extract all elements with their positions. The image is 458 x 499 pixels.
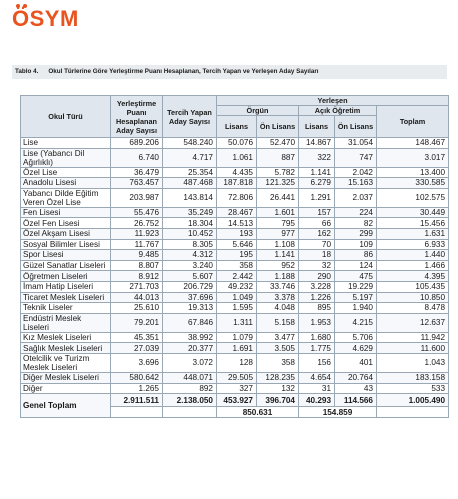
cell-o-l: 1.049 [217,292,257,303]
table-title: Okul Türlerine Göre Yerleştirme Puanı Hesaplanan, Tercih Yapan ve Yerleşen Aday Sayıları [48,68,319,75]
cell-a-l: 1.226 [299,292,335,303]
row-school-type: Yabancı Dilde Eğitim Veren Özel Lise [21,188,111,207]
table-row [21,167,449,178]
cell-a-ol: 2.042 [335,167,377,178]
logo-text: ÖSYM [12,6,79,31]
cell-total: 11.942 [377,332,449,343]
cell-pref: 4.312 [163,250,217,261]
cell-a-ol: 86 [335,250,377,261]
cell-a-l: 31 [299,383,335,394]
table-row [21,228,449,239]
blank-cell [377,407,449,418]
cell-o-ol: 128.235 [257,372,299,383]
cell-calc: 203.987 [111,188,163,207]
cell-pref: 143.814 [163,188,217,207]
table-row [21,260,449,271]
cell-o-ol: 52.470 [257,138,299,149]
cell-pref: 206.729 [163,281,217,292]
cell-a-ol: 5.197 [335,292,377,303]
cell-total: 30.449 [377,207,449,218]
cell-total: 4.395 [377,271,449,282]
cell-total: 11.600 [377,343,449,354]
table-row [21,292,449,303]
total-pref: 2.138.050 [163,394,217,407]
placement-table [20,95,449,418]
row-school-type: Teknik Liseler [21,303,111,314]
cell-calc: 36.479 [111,167,163,178]
cell-a-ol: 4.215 [335,313,377,332]
header-open: Açık Öğretim [299,106,377,116]
header-total: Toplam [377,106,449,138]
cell-o-ol: 132 [257,383,299,394]
cell-o-ol: 33.746 [257,281,299,292]
table-row [21,343,449,354]
table-row [21,138,449,149]
cell-a-l: 156 [299,353,335,372]
table-row [21,332,449,343]
cell-calc: 9.485 [111,250,163,261]
cell-a-l: 18 [299,250,335,261]
cell-total: 12.637 [377,313,449,332]
table-row [21,250,449,261]
cell-o-l: 5.646 [217,239,257,250]
cell-a-ol: 1.940 [335,303,377,314]
cell-a-l: 4.654 [299,372,335,383]
cell-a-ol: 20.764 [335,372,377,383]
cell-o-l: 1.595 [217,303,257,314]
row-school-type: Ticaret Meslek Liseleri [21,292,111,303]
header-formal-onlisans: Ön Lisans [257,116,299,138]
cell-total: 102.575 [377,188,449,207]
cell-a-l: 6.279 [299,178,335,189]
cell-a-ol: 401 [335,353,377,372]
cell-o-ol: 1.601 [257,207,299,218]
cell-o-l: 14.513 [217,218,257,229]
cell-total: 533 [377,383,449,394]
cell-pref: 448.071 [163,372,217,383]
cell-o-ol: 5.782 [257,167,299,178]
cell-calc: 271.703 [111,281,163,292]
cell-total: 3.017 [377,148,449,167]
cell-a-l: 895 [299,303,335,314]
cell-o-ol: 3.505 [257,343,299,354]
cell-a-ol: 5.706 [335,332,377,343]
header-open-lisans: Lisans [299,116,335,138]
row-school-type: Diğer Meslek Liseleri [21,372,111,383]
row-school-type: Lise [21,138,111,149]
cell-calc: 26.752 [111,218,163,229]
table-row [21,303,449,314]
cell-pref: 18.304 [163,218,217,229]
cell-a-ol: 475 [335,271,377,282]
cell-calc: 79.201 [111,313,163,332]
osym-logo [12,6,122,32]
total-a-ol: 114.566 [335,394,377,407]
cell-o-ol: 1.188 [257,271,299,282]
table-row [21,239,449,250]
cell-calc: 6.740 [111,148,163,167]
row-school-type: Güzel Sanatlar Liseleri [21,260,111,271]
row-school-type: Otelcilik ve Turizm Meslek Liseleri [21,353,111,372]
table-row [21,372,449,383]
cell-pref: 8.305 [163,239,217,250]
cell-total: 105.435 [377,281,449,292]
row-school-type: Endüstri Meslek Liseleri [21,313,111,332]
cell-total: 15.456 [377,218,449,229]
cell-o-l: 1.061 [217,148,257,167]
row-school-type: Özel Lise [21,167,111,178]
blank-cell [111,407,163,418]
table-row [21,353,449,372]
cell-pref: 487.468 [163,178,217,189]
cell-pref: 892 [163,383,217,394]
cell-calc: 55.476 [111,207,163,218]
header-school-type: Okul Türü [21,96,111,138]
row-school-type: Anadolu Lisesi [21,178,111,189]
total-row [21,394,449,407]
cell-o-ol: 5.158 [257,313,299,332]
table-row [21,313,449,332]
cell-o-l: 50.076 [217,138,257,149]
cell-o-ol: 977 [257,228,299,239]
header-calc: Yerleştirme Puanı Hesaplanan Aday Sayısı [111,96,163,138]
cell-a-ol: 82 [335,218,377,229]
cell-total: 1.466 [377,260,449,271]
total-total: 1.005.490 [377,394,449,407]
cell-a-l: 1.953 [299,313,335,332]
cell-a-ol: 31.054 [335,138,377,149]
blank-cell [163,407,217,418]
cell-o-ol: 121.325 [257,178,299,189]
cell-total: 1.440 [377,250,449,261]
cell-calc: 44.013 [111,292,163,303]
cell-calc: 580.642 [111,372,163,383]
total-o-l: 453.927 [217,394,257,407]
cell-o-ol: 4.048 [257,303,299,314]
cell-calc: 45.351 [111,332,163,343]
cell-a-l: 1.775 [299,343,335,354]
cell-o-l: 1.311 [217,313,257,332]
table-row [21,281,449,292]
table-row [21,271,449,282]
cell-calc: 689.206 [111,138,163,149]
cell-a-ol: 109 [335,239,377,250]
row-school-type: Öğretmen Liseleri [21,271,111,282]
cell-a-ol: 2.037 [335,188,377,207]
header-placed: Yerleşen [217,96,449,106]
table-number: Tablo 4. [15,68,39,75]
row-school-type: Sağlık Meslek Liseleri [21,343,111,354]
cell-a-l: 322 [299,148,335,167]
table-row [21,207,449,218]
table-row [21,188,449,207]
header-open-onlisans: Ön Lisans [335,116,377,138]
cell-o-l: 327 [217,383,257,394]
cell-a-l: 3.228 [299,281,335,292]
cell-o-l: 187.818 [217,178,257,189]
cell-pref: 35.249 [163,207,217,218]
cell-a-l: 290 [299,271,335,282]
cell-pref: 25.354 [163,167,217,178]
cell-total: 8.478 [377,303,449,314]
row-school-type: Diğer [21,383,111,394]
table-row [21,218,449,229]
cell-calc: 763.457 [111,178,163,189]
cell-o-ol: 358 [257,353,299,372]
cell-o-ol: 952 [257,260,299,271]
cell-a-ol: 19.229 [335,281,377,292]
cell-pref: 10.452 [163,228,217,239]
row-school-type: Fen Lisesi [21,207,111,218]
cell-o-ol: 3.477 [257,332,299,343]
cell-a-l: 14.867 [299,138,335,149]
cell-calc: 25.610 [111,303,163,314]
cell-a-ol: 43 [335,383,377,394]
row-school-type: Sosyal Bilimler Lisesi [21,239,111,250]
header-pref: Tercih Yapan Aday Sayısı [163,96,217,138]
cell-a-ol: 224 [335,207,377,218]
cell-total: 1.043 [377,353,449,372]
cell-o-l: 4.435 [217,167,257,178]
table-row [21,178,449,189]
cell-pref: 5.607 [163,271,217,282]
cell-total: 1.631 [377,228,449,239]
cell-calc: 11.767 [111,239,163,250]
row-school-type: Kız Meslek Liseleri [21,332,111,343]
cell-o-ol: 795 [257,218,299,229]
cell-o-l: 128 [217,353,257,372]
cell-pref: 3.072 [163,353,217,372]
cell-total: 13.400 [377,167,449,178]
cell-total: 183.158 [377,372,449,383]
cell-o-l: 28.467 [217,207,257,218]
cell-pref: 4.717 [163,148,217,167]
cell-o-l: 29.505 [217,372,257,383]
cell-o-l: 1.079 [217,332,257,343]
cell-calc: 8.912 [111,271,163,282]
cell-a-ol: 747 [335,148,377,167]
cell-a-l: 70 [299,239,335,250]
total-a-l: 40.293 [299,394,335,407]
row-school-type: Lise (Yabancı Dil Ağırlıklı) [21,148,111,167]
cell-total: 6.933 [377,239,449,250]
cell-a-ol: 4.629 [335,343,377,354]
cell-pref: 38.992 [163,332,217,343]
cell-calc: 3.696 [111,353,163,372]
cell-a-l: 162 [299,228,335,239]
cell-o-ol: 887 [257,148,299,167]
row-school-type: İmam Hatip Liseleri [21,281,111,292]
total-o-ol: 396.704 [257,394,299,407]
cell-total: 10.850 [377,292,449,303]
formal-subtotal: 850.631 [217,407,299,418]
cell-a-l: 1.141 [299,167,335,178]
cell-o-l: 193 [217,228,257,239]
cell-a-l: 32 [299,260,335,271]
cell-a-l: 66 [299,218,335,229]
row-school-type: Özel Akşam Lisesi [21,228,111,239]
cell-a-ol: 15.163 [335,178,377,189]
cell-a-ol: 124 [335,260,377,271]
open-subtotal: 154.859 [299,407,377,418]
cell-pref: 37.696 [163,292,217,303]
row-school-type: Özel Fen Lisesi [21,218,111,229]
cell-a-l: 1.680 [299,332,335,343]
total-label: Genel Toplam [21,394,111,418]
cell-o-l: 49.232 [217,281,257,292]
cell-pref: 3.240 [163,260,217,271]
header-formal-lisans: Lisans [217,116,257,138]
cell-a-l: 157 [299,207,335,218]
header-formal: Örgün [217,106,299,116]
cell-o-l: 358 [217,260,257,271]
cell-pref: 20.377 [163,343,217,354]
cell-calc: 11.923 [111,228,163,239]
cell-total: 148.467 [377,138,449,149]
cell-o-ol: 1.108 [257,239,299,250]
cell-o-l: 1.691 [217,343,257,354]
cell-o-ol: 3.378 [257,292,299,303]
cell-calc: 1.265 [111,383,163,394]
table-row [21,148,449,167]
cell-a-ol: 299 [335,228,377,239]
cell-pref: 67.846 [163,313,217,332]
cell-a-l: 1.291 [299,188,335,207]
table-row [21,383,449,394]
cell-calc: 8.807 [111,260,163,271]
cell-o-ol: 1.141 [257,250,299,261]
total-calc: 2.911.511 [111,394,163,407]
row-school-type: Spor Lisesi [21,250,111,261]
cell-calc: 27.039 [111,343,163,354]
cell-o-l: 195 [217,250,257,261]
table-body [21,138,449,418]
cell-total: 330.585 [377,178,449,189]
cell-pref: 19.313 [163,303,217,314]
cell-o-ol: 26.441 [257,188,299,207]
cell-pref: 548.240 [163,138,217,149]
cell-o-l: 2.442 [217,271,257,282]
cell-o-l: 72.806 [217,188,257,207]
table-caption [12,65,447,79]
